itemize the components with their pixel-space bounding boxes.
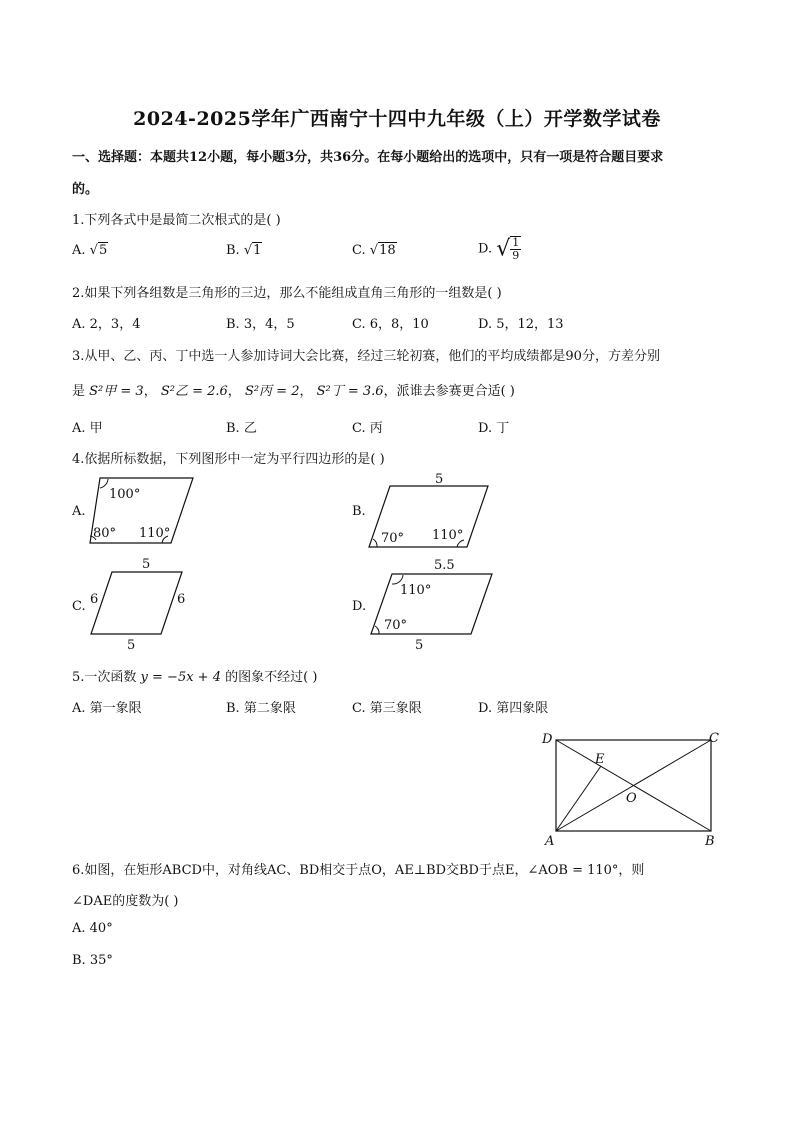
- q4-b-top-side: 5: [435, 472, 444, 487]
- q5-formula: y = −5x + 4: [140, 670, 221, 685]
- q6-label-c: C: [709, 731, 719, 746]
- q3-suffix: ，派谁去参赛更合适( ): [383, 384, 515, 399]
- q4-d-angle-top: 110°: [400, 583, 432, 598]
- q5-stem: [72, 666, 317, 685]
- q2-option-d: D. 5，12，13: [478, 317, 564, 332]
- angle-arc: [373, 539, 377, 547]
- sqrt-icon: √: [89, 243, 98, 258]
- q1-option-b: [226, 243, 262, 258]
- sqrt-icon: √: [496, 236, 511, 262]
- q2-option-b: B. 3，4，5: [226, 317, 295, 332]
- q5-option-c: C. 第三象限: [352, 701, 422, 716]
- q1-option-c-label: C.: [352, 243, 366, 258]
- q4-d-angle-bl: 70°: [384, 618, 408, 633]
- q1-option-d-label: D.: [478, 241, 493, 257]
- section1-instruction-line1: 一、选择题：本题共12小题，每小题3分，共36分。在每小题给出的选项中，只有一项是符合题目要求: [72, 150, 664, 165]
- q1-option-a-value: 5: [98, 243, 108, 258]
- q4-figure-b: [360, 468, 500, 550]
- q1-option-c-value: 18: [379, 243, 396, 258]
- q5-option-a: A. 第一象限: [72, 701, 142, 716]
- q4-a-angle-br: 110°: [139, 526, 171, 541]
- q2-option-a: A. 2，3，4: [72, 317, 141, 332]
- q6-label-b: B: [705, 834, 715, 849]
- q6-label-d: D: [542, 732, 553, 747]
- q6-label-a: A: [545, 834, 555, 849]
- q1-option-a: [72, 243, 108, 258]
- q6-label-e: E: [595, 752, 605, 767]
- q4-c-right-side: 6: [177, 592, 186, 607]
- q4-c-bottom-side: 5: [127, 638, 136, 653]
- q4-option-b-label: B.: [352, 504, 366, 519]
- angle-arc: [375, 626, 379, 634]
- q1-option-c: [352, 243, 397, 258]
- q5-option-d: D. 第四象限: [478, 701, 549, 716]
- q3-prefix: 是: [72, 384, 86, 399]
- q4-a-angle-bl: 80°: [93, 526, 117, 541]
- q3-variance-jia: S²甲 = 3: [89, 384, 144, 399]
- q4-figure-c: [84, 554, 194, 654]
- fraction-numerator: 1: [512, 236, 520, 249]
- page-title: 2024-2025学年广西南宁十四中九年级（上）开学数学试卷: [133, 108, 661, 130]
- q4-a-angle-top: 100°: [109, 487, 141, 502]
- q6-figure-rectangle: [535, 725, 730, 850]
- q3-option-c: C. 丙: [352, 421, 383, 436]
- q3-variance-yi: S²乙 = 2.6: [160, 384, 228, 399]
- q1-option-a-label: A.: [72, 243, 86, 258]
- section1-instruction-line2: 的。: [72, 182, 99, 197]
- sqrt-icon: √: [369, 243, 379, 258]
- q1-option-b-value: 1: [253, 243, 262, 258]
- q3-stem-line1: 3.从甲、乙、丙、丁中选一人参加诗词大会比赛，经过三轮初赛，他们的平均成绩都是90分，方差分别: [72, 349, 660, 364]
- q1-option-d-fraction: [510, 236, 521, 262]
- q3-variance-ding: S²丁 = 3.6: [316, 384, 384, 399]
- q5-prefix: 5.一次函数: [72, 670, 137, 685]
- q4-figure-a: [80, 470, 210, 550]
- q1-option-b-label: B.: [226, 243, 240, 258]
- q4-c-left-side: 6: [90, 592, 99, 607]
- q6-option-b: B. 35°: [72, 953, 113, 968]
- q3-stem-line2: 是 S²甲 = 3， S²乙 = 2.6， S²丙 = 2， S²丁 = 3.6，派谁去参赛更合适( ): [72, 384, 515, 399]
- q5-option-b: B. 第二象限: [226, 701, 296, 716]
- q5-suffix: 的图象不经过( ): [225, 670, 318, 685]
- q6-stem-line2: ∠DAE的度数为( ): [72, 894, 179, 909]
- q2-option-c: C. 6，8，10: [352, 317, 429, 332]
- q6-option-a: A. 40°: [72, 921, 113, 936]
- fraction-denominator: 9: [512, 249, 520, 262]
- q1-option-d: [478, 236, 521, 262]
- q3-variance-bing: S²丙 = 2: [244, 384, 300, 399]
- q4-c-top-side: 5: [142, 557, 151, 572]
- q4-option-c-label: C.: [72, 599, 86, 614]
- q3-option-b: B. 乙: [226, 421, 257, 436]
- parallelogram-shape: [91, 572, 182, 634]
- q4-b-angle-br: 110°: [432, 528, 464, 543]
- q2-stem: 2.如果下列各组数是三角形的三边，那么不能组成直角三角形的一组数是( ): [72, 286, 502, 301]
- q4-option-a-label: A.: [72, 504, 86, 519]
- q4-b-angle-bl: 70°: [381, 531, 405, 546]
- q3-option-d: D. 丁: [478, 421, 510, 436]
- segment-ae: [556, 766, 601, 831]
- q6-label-o: O: [626, 791, 637, 806]
- q3-option-a: A. 甲: [72, 421, 103, 436]
- q4-option-d-label: D.: [352, 599, 367, 614]
- angle-arc: [100, 479, 108, 488]
- q4-d-bottom-side: 5: [415, 638, 424, 653]
- q4-figure-d: [365, 556, 500, 654]
- q1-stem: 1.下列各式中是最简二次根式的是( ): [72, 213, 281, 228]
- q4-stem: 4.依据所标数据，下列图形中一定为平行四边形的是( ): [72, 452, 385, 467]
- q4-d-top-side: 5.5: [434, 558, 455, 573]
- sqrt-icon: √: [243, 243, 253, 258]
- q6-stem-line1: 6.如图，在矩形ABCD中，对角线AC、BD相交于点O，AE⊥BD交BD于点E，∠AOB = 110°，则: [72, 863, 645, 878]
